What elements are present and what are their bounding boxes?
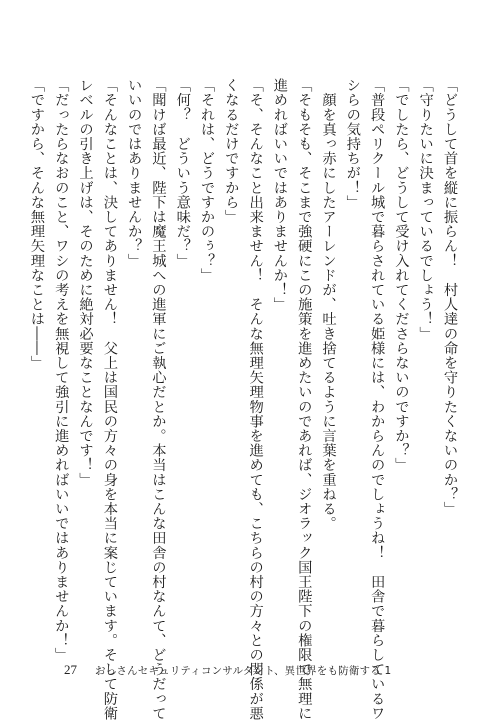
text-line: 「普段ペリクール城で暮らされている姫様には、わからんのでしょうね！ 田舎で暮らしているワ xyxy=(369,78,386,720)
text-line: 「そもそも、そこまで強硬にこの施策を進めたいのであれば、ジオラック国王陛下の権限で無理に xyxy=(296,78,313,720)
running-title: おっさんセキュリティコンサルタント、異世界をも防衛する 1 xyxy=(95,664,392,677)
text-line: 顔を真っ赤にしたアーレンドが、吐き捨てるように言葉を重ねる。 xyxy=(320,78,337,531)
text-line: 「だったらなおのこと、ワシの考えを無視して強引に進めればいいではありませんか！」 xyxy=(53,78,70,662)
text-line: 「そんなことは、決してありません！ 父上は国民の方々の身を本当に案じています。そして防衛 xyxy=(101,78,118,720)
text-line: 「でしたら、どうして受け入れてくださらないのですか？」 xyxy=(393,78,410,473)
text-line: 「どうして首を縦に振らん！ 村人達の命を守りたくないのか？」 xyxy=(442,78,458,516)
text-line: いいのではありませんか？」 xyxy=(126,78,143,268)
text-line: レベルの引き上げは、そのために絶対必要なことなんです！」 xyxy=(77,78,94,487)
text-line: 「聞けば最近、陛下は魔王城への進軍にご執心だとか。本当はこんな田舎の村なんて、どうだって xyxy=(150,78,167,720)
page-footer xyxy=(64,661,391,679)
text-line: くなるだけですから」 xyxy=(223,78,240,224)
page-number: 27 xyxy=(64,662,77,677)
text-line: 「そ、そんなこと出来ません！ そんな無理矢理物事を進めても、こちらの村の方々との関係が悪 xyxy=(247,78,264,720)
text-line: 「守りたいに決まっているでしょう！」 xyxy=(417,78,434,341)
text-line: 「それは、どうですかのぅ？」 xyxy=(199,78,216,283)
text-line: 「ですから、そんな無理矢理なことは――」 xyxy=(28,78,45,370)
text-line: シらの気持ちが！」 xyxy=(344,78,361,210)
text-line: 「何？ どういう意味だ？」 xyxy=(174,78,191,268)
text-line: 進めればいいではありませんか！」 xyxy=(271,78,288,312)
